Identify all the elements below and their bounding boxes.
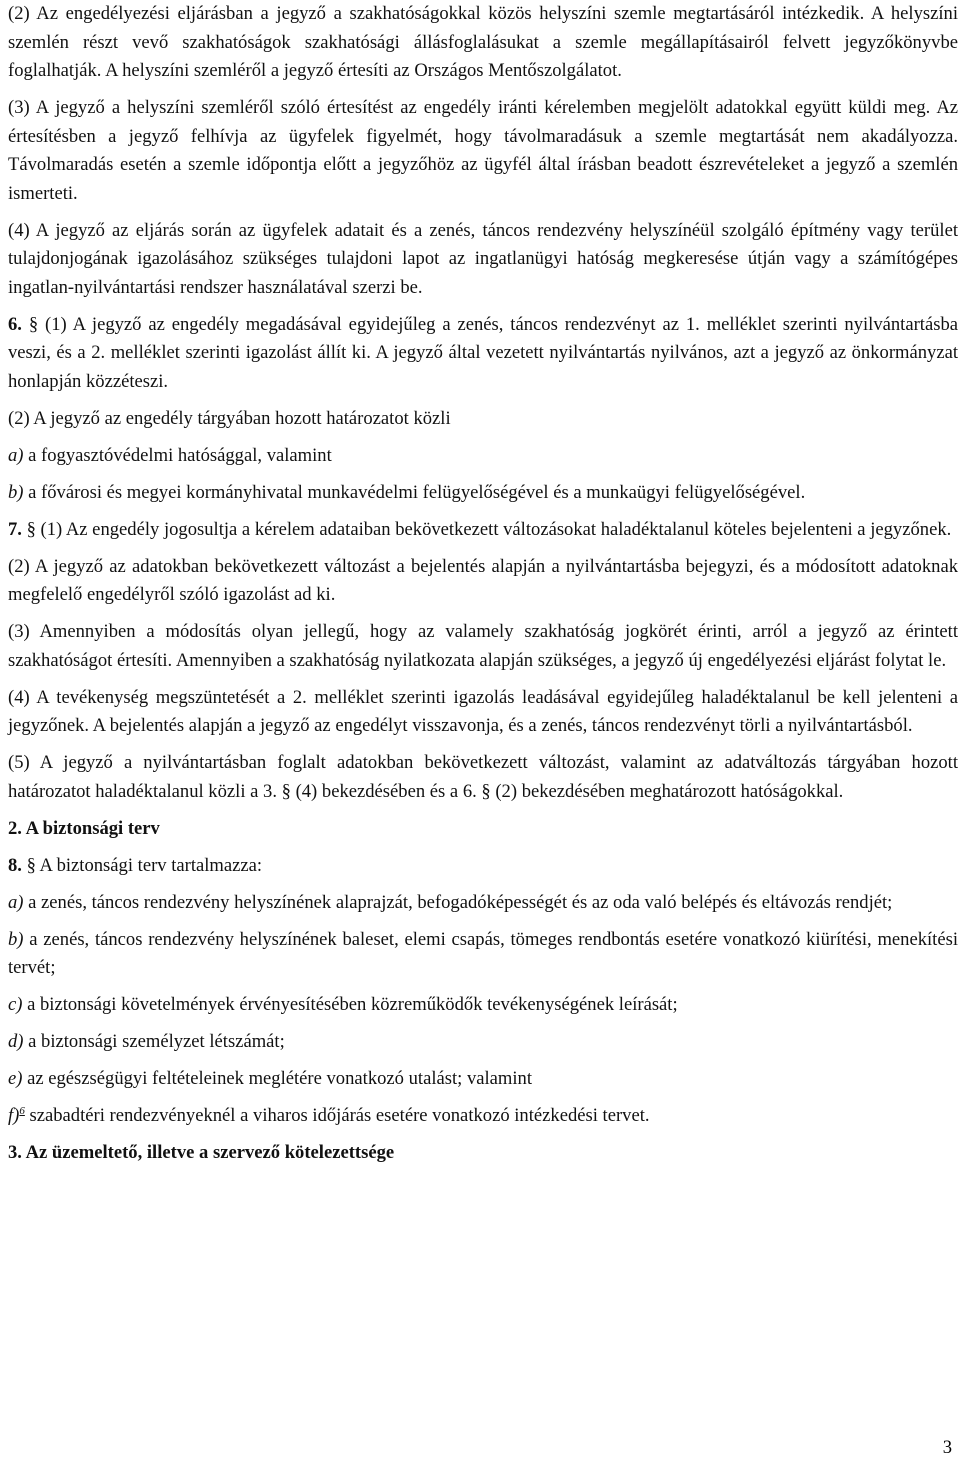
paragraph: (3) Amennyiben a módosítás olyan jellegű, hogy az valamely szakhatóság jogkörét érinti, arról a jegyző az érintett szakhatóságot értesíti. Amennyiben a szakhatóság nyilatkozata alapján szükséges, a jegyző új engedélyezési eljárást folytat le. (8, 621, 958, 671)
section-number: 6. (8, 313, 22, 335)
list-label: a) (8, 891, 24, 913)
list-item (8, 991, 958, 1020)
section-sign: § (26, 518, 36, 540)
paragraph: (3) A jegyző a helyszíni szemléről szóló értesítést az engedély iránti kérelemben megjelölt adatokkal együtt küldi meg. Az értesítésben a jegyző felhívja az ügyfelek figyelmét, hogy távolmaradásuk a szemle megtartását nem akadályozza. Távolmaradás esetén a szemle időpontja előtt a jegyzőhöz az ügyfél által írásban beadott észrevételeket a jegyző a szemlén ismerteti. (8, 97, 958, 204)
list-text: a biztonsági személyzet létszámát; (23, 1031, 285, 1052)
footnote-reference[interactable]: 6 (19, 1105, 25, 1117)
list-label: e) (8, 1068, 23, 1089)
list-text: a zenés, táncos rendezvény helyszínének alaprajzát, befogadóképességét és az oda való belépés és eltávozás rendjét; (23, 891, 893, 913)
list-label: d) (8, 1031, 24, 1052)
paragraph: (4) A jegyző az eljárás során az ügyfelek adatait és a zenés, táncos rendezvény helyszínéül szolgáló építmény vagy terület tulajdonjogának igazolásához szükséges tulajdoni lapot az ingatlanügyi hatóság megkeresése útján vagy a számítógépes ingatlan-nyilvántartási rendszer használatával szerzi be. (8, 219, 958, 298)
list-text: a zenés, táncos rendezvény helyszínének baleset, elemi csapás, tömeges rendbontás esetére vonatkozó kiürítési, menekítési tervét; (8, 928, 958, 978)
list-item (8, 926, 958, 983)
list-text: szabadtéri rendezvényeknél a viharos időjárás esetére vonatkozó intézkedési tervet. (24, 1105, 650, 1126)
list-text: az egészségügyi feltételeinek meglétére vonatkozó utalást; valamint (22, 1068, 533, 1089)
paragraph: (5) A jegyző a nyilvántartásban foglalt adatokban bekövetkezett változást, valamint az adatváltozás tárgyában hozott határozatot haladéktalanul közli a 3. § (4) bekezdésében és a 6. § (2) bekezdésében meghatározott hatóságokkal. (8, 752, 958, 802)
list-label: a) (8, 444, 24, 466)
list-label: c) (8, 994, 23, 1015)
section-sign: § (26, 854, 36, 876)
list-item (8, 1028, 958, 1057)
list-item (8, 889, 958, 918)
heading-uzemelteto: 3. Az üzemeltető, illetve a szervező kötelezettsége (8, 1142, 395, 1163)
section-7 (8, 516, 958, 545)
paragraph: (2) Az engedélyezési eljárásban a jegyző a szakhatóságokkal közös helyszíni szemle megtartásáról intézkedik. A helyszíni szemlén részt vevő szakhatóságok szakhatósági állásfoglalásukat a szemle megállapításairól felvett jegyzőkönyvbe foglalhatják. A helyszíni szemléről a jegyző értesíti az Országos Mentőszolgálatot. (8, 3, 958, 81)
section-number: 8. (8, 854, 22, 876)
list-item (8, 1102, 958, 1131)
list-item (8, 442, 958, 471)
section-text: (1) Az engedély jogosultja a kérelem adataiban bekövetkezett változásokat haladéktalanul köteles bejelenteni a jegyzőnek. (35, 518, 952, 540)
section-number: 7. (8, 518, 22, 540)
list-text: a fogyasztóvédelmi hatósággal, valamint (23, 444, 332, 466)
list-item (8, 479, 958, 508)
document-page (8, 0, 958, 1176)
list-item (8, 1065, 958, 1094)
list-text: a fővárosi és megyei kormányhivatal munkavédelmi felügyelőségével és a munkaügyi felügyelőségével. (23, 481, 806, 503)
section-8 (8, 852, 958, 881)
list-label: b) (8, 481, 24, 503)
page-number: 3 (942, 1437, 952, 1458)
list-label: f) (8, 1105, 20, 1126)
paragraph: (2) A jegyző az engedély tárgyában hozott határozatot közli (8, 407, 451, 429)
section-6 (8, 311, 958, 397)
list-label: b) (8, 928, 24, 950)
paragraph: (4) A tevékenység megszüntetését a 2. melléklet szerinti igazolás leadásával egyidejűleg haladéktalanul be kell jelenteni a jegyzőnek. A bejelentés alapján a jegyző az engedélyt visszavonja, és a zenés, táncos rendezvényt törli a nyilvántartásból. (8, 686, 958, 736)
section-text: (1) A jegyző az engedély megadásával egyidejűleg a zenés, táncos rendezvényt az 1. melléklet szerinti nyilvántartásba veszi, és a 2. melléklet szerinti igazolást állít ki. A jegyző által vezetett nyilvántartás nyilvános, azt a jegyző az önkormányzat honlapján közzéteszi. (8, 313, 958, 392)
paragraph: (2) A jegyző az adatokban bekövetkezett változást a bejelentés alapján a nyilvántartásba bejegyzi, és a módosított adatoknak megfelelő engedélyről szóló igazolást ad ki. (8, 555, 958, 605)
section-text: A biztonsági terv tartalmazza: (35, 854, 263, 876)
list-text: a biztonsági követelmények érvényesítésében közreműködők tevékenységének leírását; (22, 994, 678, 1015)
heading-biztonsagi-terv: 2. A biztonsági terv (8, 817, 160, 839)
section-sign: § (28, 313, 39, 335)
